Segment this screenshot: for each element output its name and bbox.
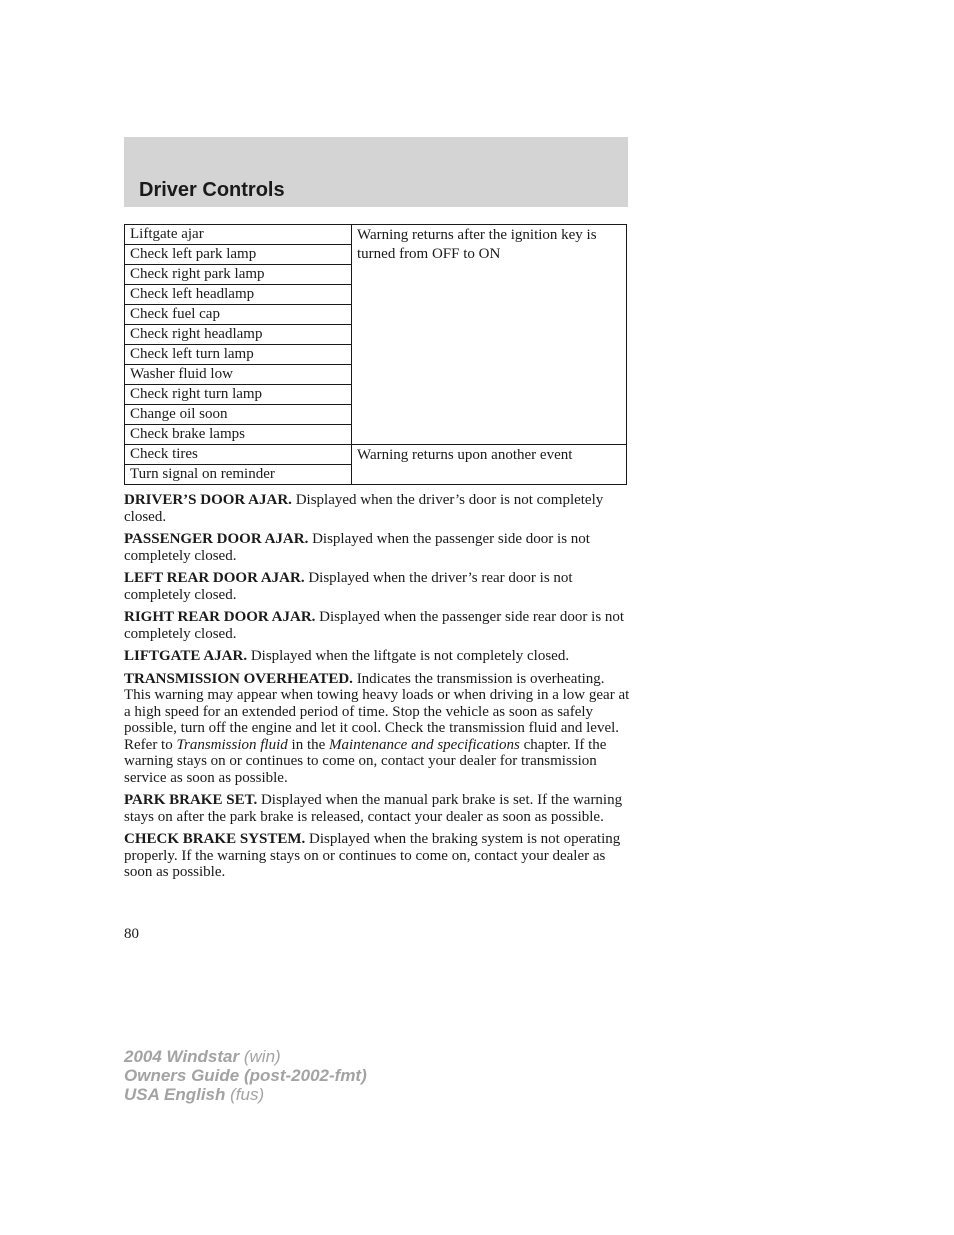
table-cell-message: Check fuel cap bbox=[125, 305, 352, 325]
table-cell-description: Warning returns upon another event bbox=[352, 445, 627, 485]
table-row bbox=[125, 445, 627, 465]
footer-line-1 bbox=[124, 1047, 367, 1066]
table-cell-description: Warning returns after the ignition key is turned from OFF to ON bbox=[352, 225, 627, 445]
paragraph-text: Indicates the transmission is overheating. This warning may appear when towing heavy loads or when driving in a low gear at a high speed for an extended period of time. Stop the vehicle as soon as safely possible, turn off the engine and let it cool. Check the transmission fluid and level. Refer to bbox=[124, 670, 630, 753]
paragraph-text: Displayed when the driver’s rear door is not completely closed. bbox=[124, 570, 573, 603]
table-cell-message: Check right park lamp bbox=[125, 265, 352, 285]
footer-model: 2004 Windstar bbox=[124, 1047, 240, 1066]
drivers-door-paragraph bbox=[124, 492, 630, 525]
cross-reference: Transmission fluid bbox=[176, 736, 288, 753]
table-cell-message: Check tires bbox=[125, 445, 352, 465]
paragraph-text: Displayed when the passenger side door is not completely closed. bbox=[124, 531, 590, 564]
paragraph-heading: PARK BRAKE SET. bbox=[124, 792, 258, 808]
paragraph-text: in the bbox=[287, 736, 330, 753]
table-cell-message: Check right headlamp bbox=[125, 325, 352, 345]
right-rear-door-paragraph bbox=[124, 609, 630, 642]
warning-descriptions bbox=[124, 492, 630, 887]
document-footer bbox=[124, 1047, 367, 1104]
table-cell-message: Washer fluid low bbox=[125, 365, 352, 385]
footer-model-code: (win) bbox=[239, 1047, 281, 1066]
paragraph-heading: LIFTGATE AJAR. bbox=[124, 648, 248, 664]
table-cell-message: Check left turn lamp bbox=[125, 345, 352, 365]
footer-guide: Owners Guide (post-2002-fmt) bbox=[124, 1066, 367, 1085]
paragraph-heading: CHECK BRAKE SYSTEM. bbox=[124, 831, 306, 847]
left-rear-door-paragraph bbox=[124, 570, 630, 603]
table-cell-message: Check left park lamp bbox=[125, 245, 352, 265]
paragraph-text: Displayed when the liftgate is not completely closed. bbox=[247, 648, 570, 664]
table-cell-message: Liftgate ajar bbox=[125, 225, 352, 245]
check-brake-paragraph bbox=[124, 831, 630, 881]
liftgate-paragraph bbox=[124, 648, 630, 665]
paragraph-text: Displayed when the braking system is not operating properly. If the warning stays on or continues to come on, contact your dealer as soon as possible. bbox=[124, 831, 621, 880]
cross-reference: Maintenance and specifications bbox=[329, 736, 520, 753]
table-row bbox=[125, 225, 627, 245]
warning-messages-table bbox=[124, 224, 627, 485]
section-header-band bbox=[124, 137, 628, 207]
paragraph-heading: LEFT REAR DOOR AJAR. bbox=[124, 570, 305, 586]
paragraph-heading: TRANSMISSION OVERHEATED. bbox=[124, 670, 353, 687]
paragraph-heading: DRIVER’S DOOR AJAR. bbox=[124, 492, 292, 508]
paragraph-heading: PASSENGER DOOR AJAR. bbox=[124, 531, 309, 547]
section-title: Driver Controls bbox=[139, 179, 285, 201]
paragraph-text: Displayed when the manual park brake is set. If the warning stays on after the park brake is released, contact your dealer as soon as possible. bbox=[124, 792, 623, 825]
table-cell-message: Check left headlamp bbox=[125, 285, 352, 305]
footer-language-code: (fus) bbox=[225, 1085, 265, 1104]
table-cell-message: Check brake lamps bbox=[125, 425, 352, 445]
footer-line-2 bbox=[124, 1066, 367, 1085]
paragraph-text: Displayed when the passenger side rear door is not completely closed. bbox=[124, 609, 625, 642]
paragraph-heading: RIGHT REAR DOOR AJAR. bbox=[124, 609, 316, 625]
transmission-paragraph bbox=[124, 671, 630, 787]
table-cell-message: Change oil soon bbox=[125, 405, 352, 425]
footer-line-3 bbox=[124, 1085, 367, 1104]
footer-language: USA English bbox=[124, 1085, 226, 1104]
park-brake-paragraph bbox=[124, 792, 630, 825]
passenger-door-paragraph bbox=[124, 531, 630, 564]
paragraph-text: Displayed when the driver’s door is not completely closed. bbox=[124, 492, 604, 525]
table-cell-message: Turn signal on reminder bbox=[125, 465, 352, 485]
page-number: 80 bbox=[124, 926, 139, 942]
table-cell-message: Check right turn lamp bbox=[125, 385, 352, 405]
paragraph-text: chapter. If the warning stays on or continues to come on, contact your dealer for transmission service as soon as possible. bbox=[124, 736, 607, 786]
